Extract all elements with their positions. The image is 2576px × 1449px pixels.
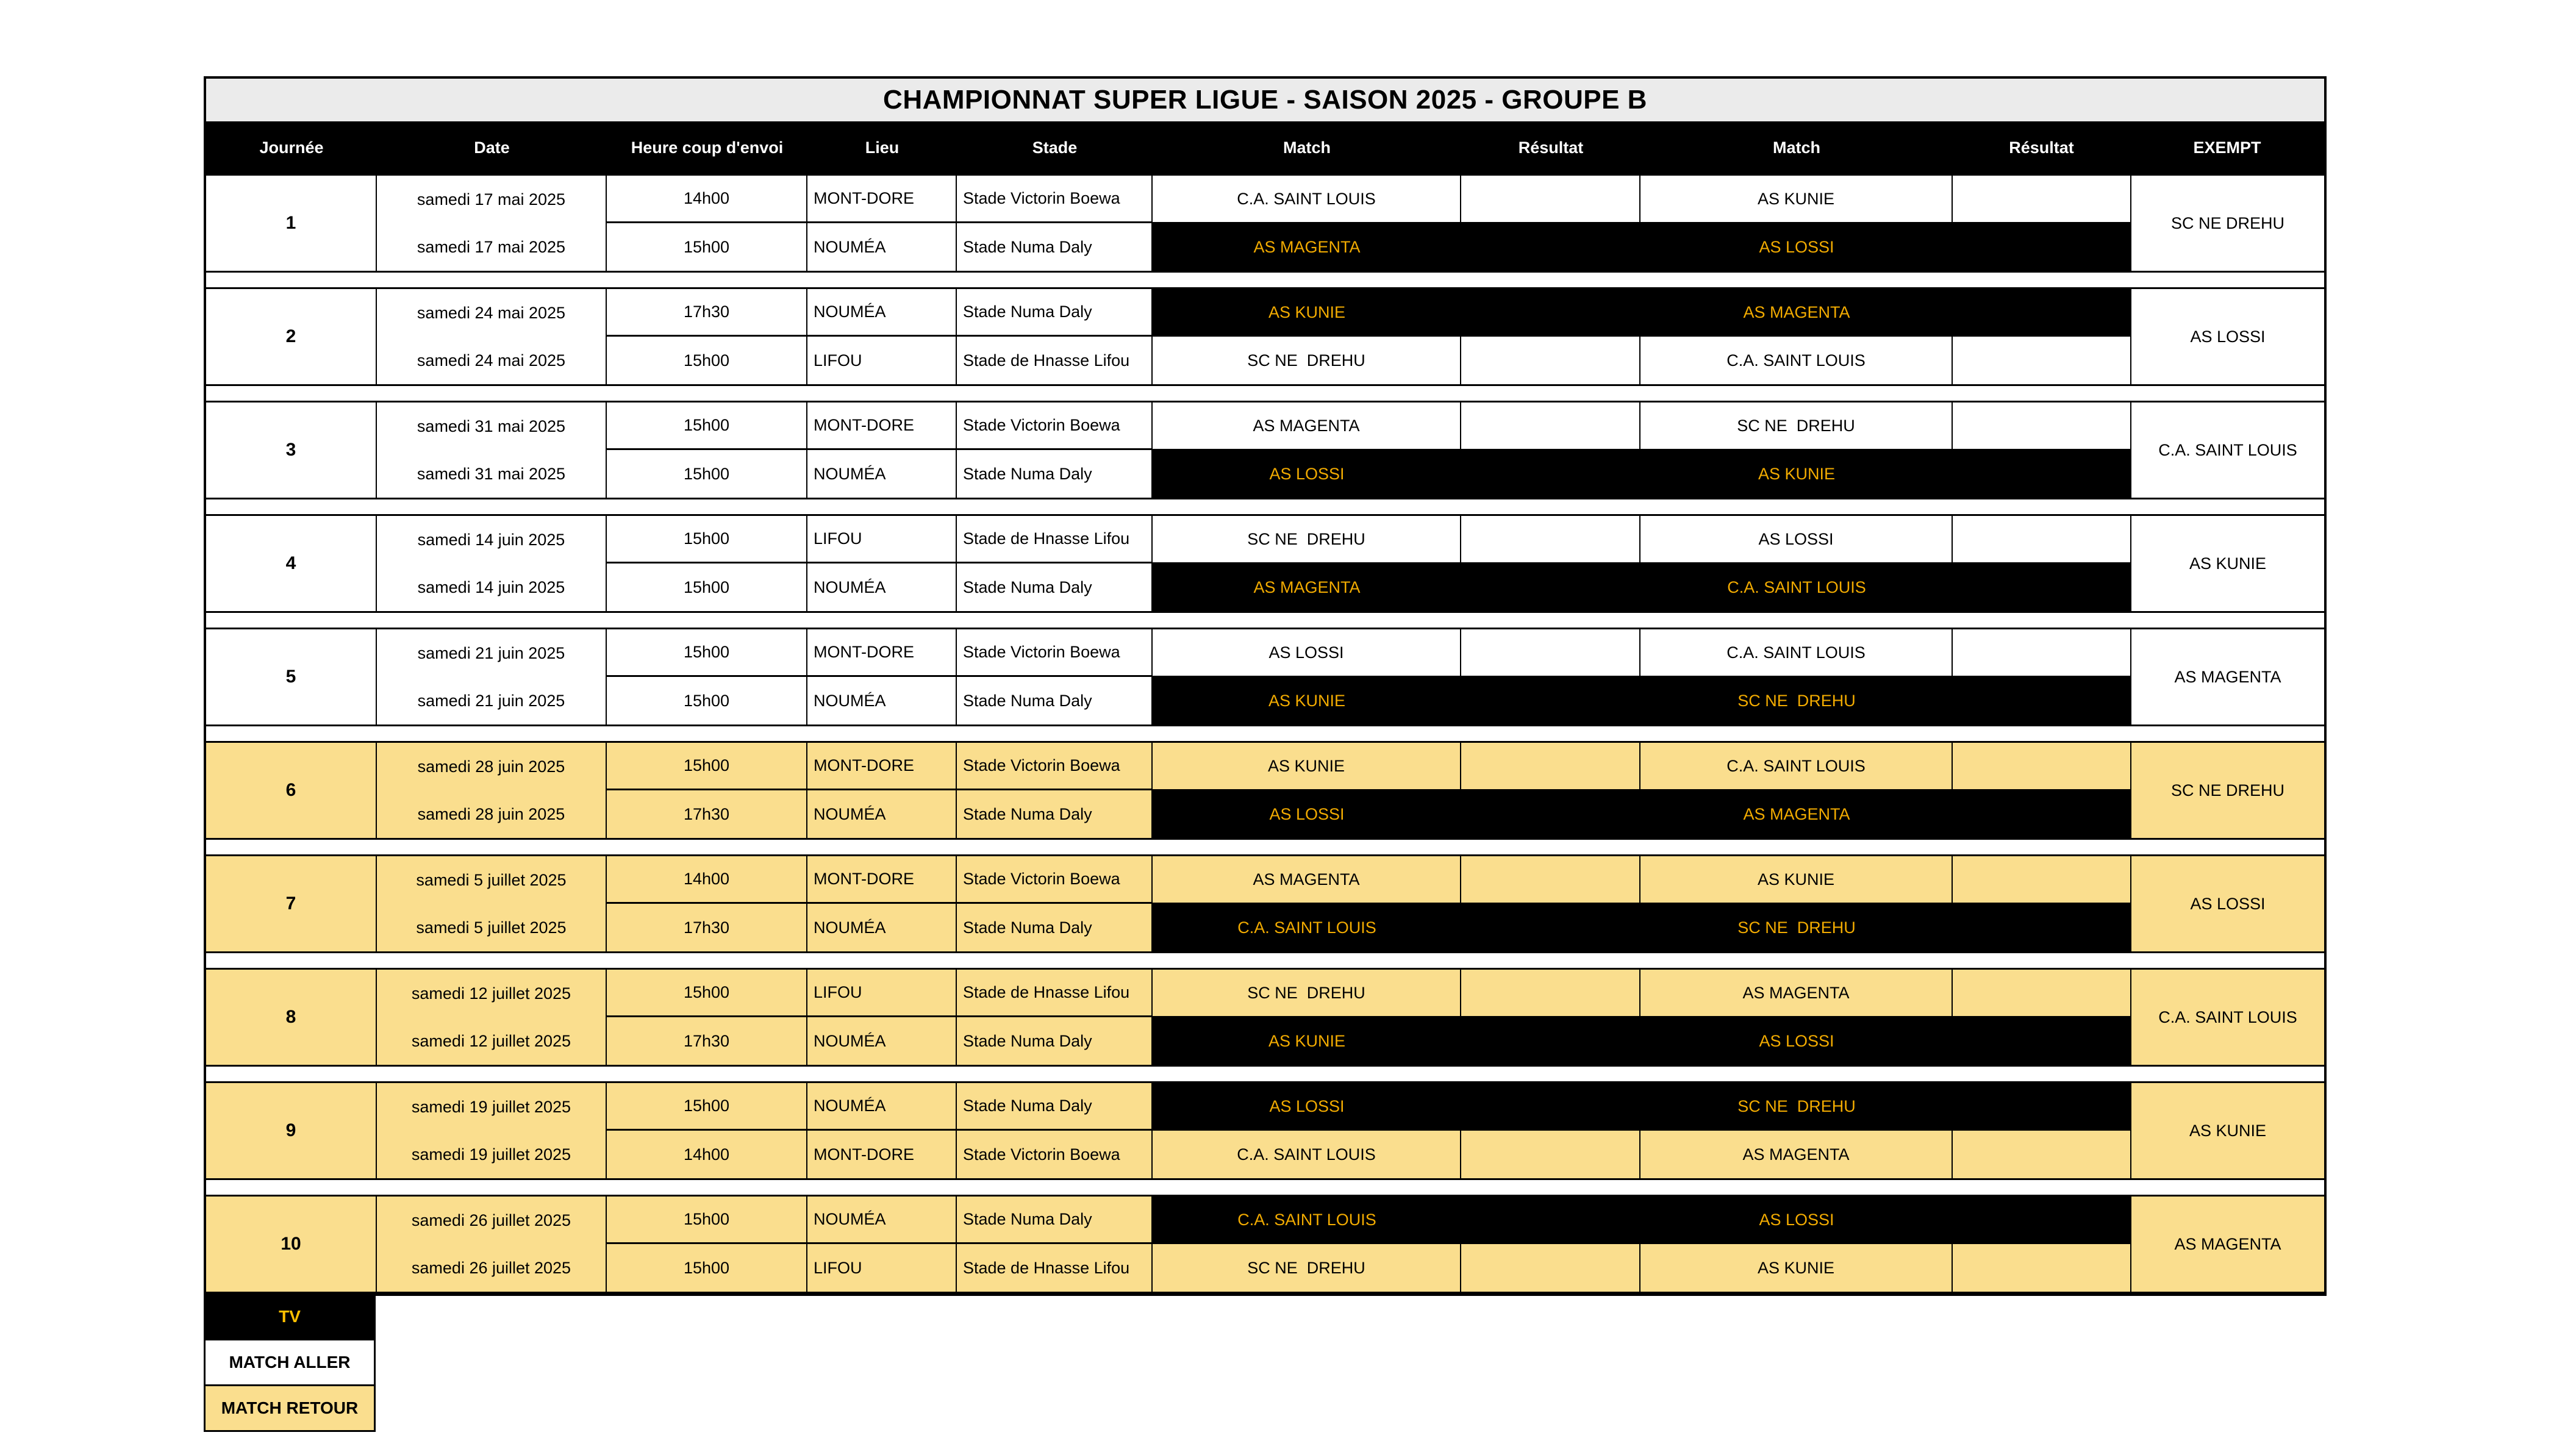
column-header-0: Journée (259, 138, 324, 157)
home-team: AS LOSSI (1269, 1097, 1345, 1115)
match-date: samedi 26 juillet 2025 (411, 1258, 571, 1277)
away-team: SC NE DREHU (1737, 691, 1856, 710)
away-team: AS KUNIE (1758, 464, 1836, 483)
venue-city: MONT-DORE (807, 856, 957, 904)
home-team: SC NE DREHU (1153, 337, 1461, 384)
home-team: SC NE DREHU (1153, 516, 1461, 564)
stadium-name: Stade Victorin Boewa (957, 856, 1153, 904)
venue-city: LIFOU (807, 337, 957, 384)
result-cell (1953, 337, 2130, 384)
tv-match-row (1153, 1083, 2130, 1131)
match-date: samedi 24 mai 2025 (417, 351, 566, 370)
column-header-row (206, 121, 2324, 174)
column-header-5: Match (1283, 138, 1331, 157)
home-team: AS LOSSI (1269, 804, 1345, 823)
round-separator (206, 1180, 2324, 1195)
venue-city: NOUMÉA (807, 450, 957, 498)
result-cell (1953, 564, 2130, 611)
tv-match-row (1153, 289, 2130, 337)
venue-city: NOUMÉA (807, 790, 957, 838)
away-team: SC NE DREHU (1640, 402, 1953, 450)
result-cell (1461, 856, 1640, 904)
away-team: C.A. SAINT LOUIS (1727, 578, 1866, 596)
result-cell (1461, 1131, 1640, 1178)
venue-city: NOUMÉA (807, 223, 957, 271)
journee-number: 2 (206, 289, 377, 384)
venue-city: MONT-DORE (807, 743, 957, 790)
journee-number: 6 (206, 743, 377, 838)
match-date: samedi 28 juin 2025 (417, 804, 565, 823)
home-team: AS LOSSI (1269, 464, 1345, 483)
column-header-1: Date (474, 138, 510, 157)
away-team: AS MAGENTA (1640, 1131, 1953, 1178)
result-cell (1461, 337, 1640, 384)
away-team: AS KUNIE (1640, 176, 1953, 223)
away-team: AS LOSSI (1759, 1210, 1834, 1229)
round-block-10 (206, 1195, 2324, 1293)
result-cell (1461, 904, 1640, 951)
journee-number: 8 (206, 970, 377, 1065)
tv-match-row (1153, 1017, 2130, 1065)
column-header-7: Match (1772, 138, 1820, 157)
stadium-name: Stade Numa Daly (957, 450, 1153, 498)
journee-number: 10 (206, 1197, 377, 1292)
journee-number: 1 (206, 176, 377, 271)
stadium-name: Stade Victorin Boewa (957, 176, 1153, 223)
result-cell (1461, 176, 1640, 223)
date-cell (377, 1197, 607, 1292)
match-date: samedi 26 juillet 2025 (411, 1211, 571, 1229)
kickoff-time: 15h00 (607, 402, 807, 450)
date-cell (377, 516, 607, 611)
exempt-team: C.A. SAINT LOUIS (2130, 402, 2324, 498)
result-cell (1461, 223, 1640, 271)
tv-match-row (1153, 1197, 2130, 1244)
away-team: C.A. SAINT LOUIS (1640, 337, 1953, 384)
date-cell (377, 402, 607, 498)
match-date: samedi 17 mai 2025 (417, 237, 566, 256)
home-team: AS MAGENTA (1253, 237, 1361, 256)
stadium-name: Stade Numa Daly (957, 904, 1153, 951)
exempt-team: SC NE DREHU (2130, 743, 2324, 838)
match-date: samedi 19 juillet 2025 (411, 1145, 571, 1164)
column-header-8: Résultat (2009, 138, 2074, 157)
date-cell (377, 856, 607, 951)
match-date: samedi 31 mai 2025 (417, 417, 566, 435)
match-date: samedi 31 mai 2025 (417, 464, 566, 483)
match-date: samedi 12 juillet 2025 (411, 1031, 571, 1050)
result-cell (1953, 1017, 2130, 1065)
stadium-name: Stade Numa Daly (957, 1083, 1153, 1131)
exempt-team: SC NE DREHU (2130, 176, 2324, 271)
stadium-name: Stade Victorin Boewa (957, 743, 1153, 790)
away-team: AS LOSSI (1759, 237, 1834, 256)
venue-city: MONT-DORE (807, 402, 957, 450)
exempt-team: AS LOSSI (2130, 856, 2324, 951)
column-header-3: Lieu (865, 138, 900, 157)
home-team: C.A. SAINT LOUIS (1237, 1210, 1376, 1229)
round-separator (206, 499, 2324, 514)
stadium-name: Stade de Hnasse Lifou (957, 337, 1153, 384)
kickoff-time: 15h00 (607, 516, 807, 564)
result-cell (1953, 677, 2130, 724)
kickoff-time: 15h00 (607, 223, 807, 271)
away-team: C.A. SAINT LOUIS (1640, 743, 1953, 790)
tv-match-row (1153, 564, 2130, 611)
tv-match-row (1153, 223, 2130, 271)
home-team: C.A. SAINT LOUIS (1237, 918, 1376, 937)
table-title: CHAMPIONNAT SUPER LIGUE - SAISON 2025 - GROUPE B (206, 79, 2324, 121)
venue-city: NOUMÉA (807, 1083, 957, 1131)
column-header-2: Heure coup d'envoi (631, 138, 784, 157)
venue-city: MONT-DORE (807, 176, 957, 223)
result-cell (1461, 743, 1640, 790)
round-block-4 (206, 514, 2324, 613)
stadium-name: Stade de Hnasse Lifou (957, 970, 1153, 1017)
match-date: samedi 28 juin 2025 (417, 757, 565, 776)
home-team: C.A. SAINT LOUIS (1153, 1131, 1461, 1178)
result-cell (1953, 516, 2130, 564)
stadium-name: Stade Victorin Boewa (957, 1131, 1153, 1178)
venue-city: LIFOU (807, 516, 957, 564)
schedule-table (204, 76, 2327, 1296)
result-cell (1461, 629, 1640, 677)
result-cell (1461, 564, 1640, 611)
stadium-name: Stade Numa Daly (957, 790, 1153, 838)
round-separator (206, 840, 2324, 854)
home-team: AS LOSSI (1153, 629, 1461, 677)
journee-number: 3 (206, 402, 377, 498)
journee-number: 4 (206, 516, 377, 611)
match-date: samedi 19 juillet 2025 (411, 1097, 571, 1116)
result-cell (1461, 677, 1640, 724)
match-date: samedi 14 juin 2025 (417, 530, 565, 549)
kickoff-time: 15h00 (607, 450, 807, 498)
venue-city: NOUMÉA (807, 1017, 957, 1065)
venue-city: NOUMÉA (807, 289, 957, 337)
round-separator (206, 726, 2324, 741)
away-team: AS KUNIE (1640, 1244, 1953, 1292)
match-date: samedi 5 juillet 2025 (416, 870, 567, 889)
match-date: samedi 21 juin 2025 (417, 643, 565, 662)
date-cell (377, 629, 607, 724)
result-cell (1461, 1083, 1640, 1129)
result-cell (1953, 970, 2130, 1017)
home-team: AS KUNIE (1268, 1031, 1346, 1050)
round-block-3 (206, 401, 2324, 499)
kickoff-time: 14h00 (607, 1131, 807, 1178)
kickoff-time: 17h30 (607, 790, 807, 838)
match-date: samedi 21 juin 2025 (417, 691, 565, 710)
kickoff-time: 15h00 (607, 629, 807, 677)
column-header-9: EXEMPT (2193, 138, 2261, 157)
venue-city: NOUMÉA (807, 1197, 957, 1244)
result-cell (1953, 1244, 2130, 1292)
result-cell (1953, 904, 2130, 951)
result-cell (1953, 223, 2130, 271)
exempt-team: AS MAGENTA (2130, 629, 2324, 724)
kickoff-time: 15h00 (607, 970, 807, 1017)
result-cell (1953, 790, 2130, 838)
venue-city: NOUMÉA (807, 564, 957, 611)
home-team: AS MAGENTA (1153, 856, 1461, 904)
column-header-4: Stade (1032, 138, 1078, 157)
stadium-name: Stade Numa Daly (957, 564, 1153, 611)
round-separator (206, 273, 2324, 287)
exempt-team: AS KUNIE (2130, 1083, 2324, 1178)
venue-city: MONT-DORE (807, 629, 957, 677)
kickoff-time: 15h00 (607, 337, 807, 384)
stadium-name: Stade Numa Daly (957, 1017, 1153, 1065)
result-cell (1461, 1017, 1640, 1065)
stadium-name: Stade de Hnasse Lifou (957, 516, 1153, 564)
exempt-team: AS MAGENTA (2130, 1197, 2324, 1292)
home-team: AS MAGENTA (1253, 578, 1361, 596)
venue-city: NOUMÉA (807, 677, 957, 724)
kickoff-time: 15h00 (607, 743, 807, 790)
date-cell (377, 289, 607, 384)
result-cell (1461, 289, 1640, 335)
away-team: AS LOSSI (1640, 516, 1953, 564)
result-cell (1461, 970, 1640, 1017)
result-cell (1953, 856, 2130, 904)
venue-city: MONT-DORE (807, 1131, 957, 1178)
away-team: SC NE DREHU (1737, 1097, 1856, 1115)
round-separator (206, 953, 2324, 968)
result-cell (1461, 1244, 1640, 1292)
kickoff-time: 15h00 (607, 1197, 807, 1244)
round-block-1 (206, 174, 2324, 273)
away-team: AS LOSSI (1759, 1031, 1834, 1050)
round-separator (206, 613, 2324, 628)
tv-match-row (1153, 677, 2130, 724)
legend-retour: MATCH RETOUR (204, 1384, 376, 1432)
kickoff-time: 15h00 (607, 564, 807, 611)
round-block-5 (206, 628, 2324, 726)
home-team: AS MAGENTA (1153, 402, 1461, 450)
result-cell (1953, 176, 2130, 223)
rounds-container (206, 174, 2324, 1293)
stadium-name: Stade Victorin Boewa (957, 629, 1153, 677)
exempt-team: AS LOSSI (2130, 289, 2324, 384)
home-team: SC NE DREHU (1153, 1244, 1461, 1292)
exempt-team: C.A. SAINT LOUIS (2130, 970, 2324, 1065)
match-date: samedi 24 mai 2025 (417, 303, 566, 322)
home-team: AS KUNIE (1268, 691, 1346, 710)
away-team: AS MAGENTA (1640, 970, 1953, 1017)
result-cell (1953, 629, 2130, 677)
kickoff-time: 15h00 (607, 1244, 807, 1292)
round-block-8 (206, 968, 2324, 1067)
round-separator (206, 1067, 2324, 1081)
result-cell (1953, 1083, 2130, 1129)
stadium-name: Stade Numa Daly (957, 289, 1153, 337)
date-cell (377, 176, 607, 271)
match-date: samedi 14 juin 2025 (417, 578, 565, 596)
away-team: SC NE DREHU (1737, 918, 1856, 937)
round-separator (206, 386, 2324, 401)
away-team: AS MAGENTA (1743, 302, 1850, 321)
kickoff-time: 15h00 (607, 677, 807, 724)
result-cell (1953, 1197, 2130, 1243)
result-cell (1461, 790, 1640, 838)
round-block-7 (206, 854, 2324, 953)
round-block-2 (206, 287, 2324, 386)
stadium-name: Stade de Hnasse Lifou (957, 1244, 1153, 1292)
result-cell (1953, 450, 2130, 498)
home-team: AS KUNIE (1153, 743, 1461, 790)
date-cell (377, 1083, 607, 1178)
exempt-team: AS KUNIE (2130, 516, 2324, 611)
tv-match-row (1153, 904, 2130, 951)
journee-number: 9 (206, 1083, 377, 1178)
result-cell (1461, 1197, 1640, 1243)
round-block-6 (206, 741, 2324, 840)
venue-city: NOUMÉA (807, 904, 957, 951)
stadium-name: Stade Numa Daly (957, 677, 1153, 724)
kickoff-time: 17h30 (607, 904, 807, 951)
result-cell (1461, 450, 1640, 498)
legend-tv: TV (204, 1293, 376, 1340)
legend-aller: MATCH ALLER (204, 1339, 376, 1386)
date-cell (377, 970, 607, 1065)
kickoff-time: 14h00 (607, 856, 807, 904)
home-team: C.A. SAINT LOUIS (1153, 176, 1461, 223)
kickoff-time: 17h30 (607, 289, 807, 337)
column-header-6: Résultat (1518, 138, 1584, 157)
stadium-name: Stade Numa Daly (957, 1197, 1153, 1244)
result-cell (1953, 289, 2130, 335)
round-block-9 (206, 1081, 2324, 1180)
match-date: samedi 17 mai 2025 (417, 190, 566, 209)
tv-match-row (1153, 790, 2130, 838)
stadium-name: Stade Victorin Boewa (957, 402, 1153, 450)
away-team: C.A. SAINT LOUIS (1640, 629, 1953, 677)
result-cell (1461, 402, 1640, 450)
kickoff-time: 14h00 (607, 176, 807, 223)
match-date: samedi 12 juillet 2025 (411, 984, 571, 1003)
date-cell (377, 743, 607, 838)
stadium-name: Stade Numa Daly (957, 223, 1153, 271)
venue-city: LIFOU (807, 1244, 957, 1292)
result-cell (1461, 516, 1640, 564)
tv-match-row (1153, 450, 2130, 498)
result-cell (1953, 743, 2130, 790)
journee-number: 5 (206, 629, 377, 724)
kickoff-time: 15h00 (607, 1083, 807, 1131)
away-team: AS MAGENTA (1743, 804, 1850, 823)
result-cell (1953, 402, 2130, 450)
result-cell (1953, 1131, 2130, 1178)
venue-city: LIFOU (807, 970, 957, 1017)
home-team: AS KUNIE (1268, 302, 1346, 321)
legend (204, 1293, 376, 1432)
home-team: SC NE DREHU (1153, 970, 1461, 1017)
kickoff-time: 17h30 (607, 1017, 807, 1065)
away-team: AS KUNIE (1640, 856, 1953, 904)
match-date: samedi 5 juillet 2025 (416, 918, 567, 937)
journee-number: 7 (206, 856, 377, 951)
